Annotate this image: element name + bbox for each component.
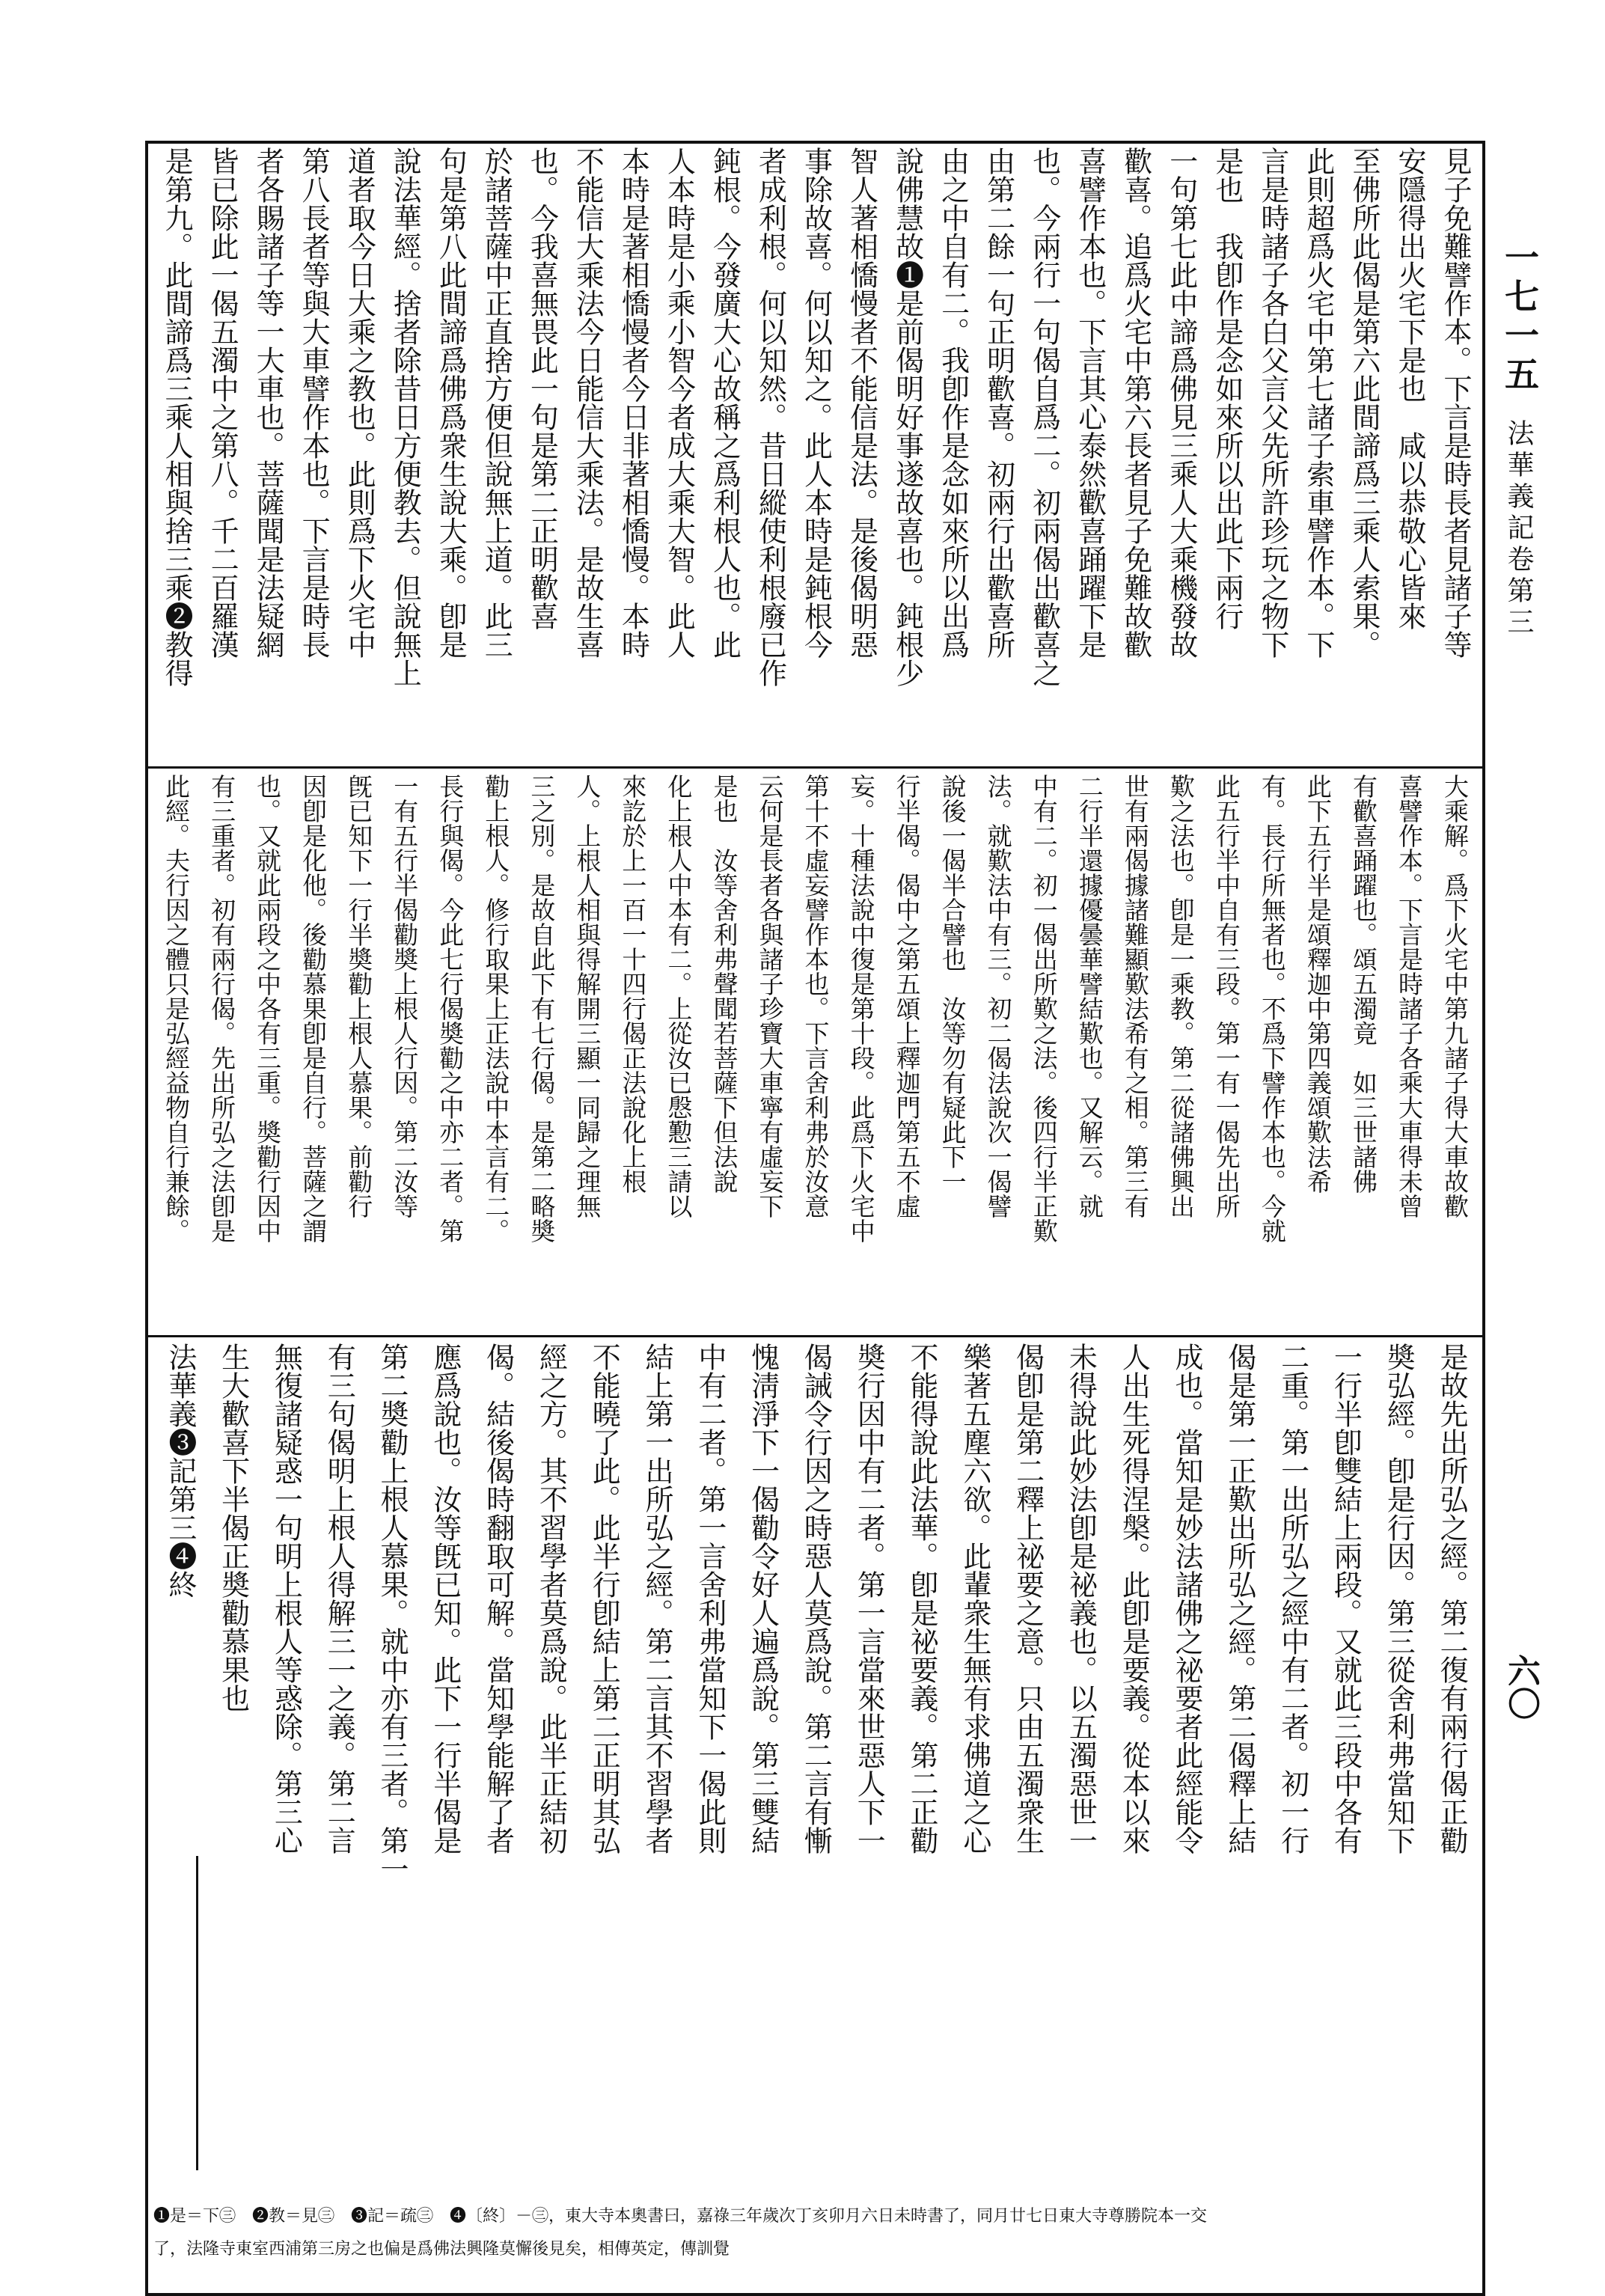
text-column: 喜譬作本。下言是時諸子各乘大車得未曾 (1394, 774, 1424, 1218)
page-number-right: 六〇 (1502, 1654, 1540, 1720)
text-column: 偈卽是第二釋上祕要之意。只由五濁衆生 (1011, 1343, 1045, 1854)
text-column: 中有二。初一偈出所歎之法。後四行半正歎 (1029, 774, 1059, 1243)
text-column: 是故先出所弘之經。第二復有兩行偈正勸 (1435, 1343, 1468, 1854)
text-column: 旣已知下一行半奬勸上根人慕果。前勸行 (344, 774, 374, 1218)
text-column: 第八長者等與大車譬作本也。下言是時長 (297, 147, 331, 659)
text-column: 世有兩偈據諸難顯歎法希有之相。第三有 (1120, 774, 1150, 1218)
text-column: 此五行半中自有三段。第一有一偈先出所 (1211, 774, 1241, 1218)
text-column: 結上第一出所弘之經。第二言其不習學者 (641, 1343, 673, 1854)
text-column: 二行半還據優曇華譬結歎也。又解云。就 (1074, 774, 1104, 1218)
text-column: 偈誡令行因之時惡人莫爲說。第二言有慚 (799, 1343, 833, 1854)
text-column: 不能信大乘法今日能信大乘法。是故生喜 (571, 147, 605, 659)
text-column: 一有五行半偈勸奬上根人行因。第二汝等 (390, 774, 420, 1218)
text-column: 本時是著相憍慢者今日非著相憍慢。本時 (617, 147, 650, 659)
text-column: 奬行因中有二者。第一言當來世惡人下一 (852, 1343, 886, 1854)
text-column: 由第二餘一句正明歡喜。初兩行出歡喜所 (982, 147, 1015, 659)
text-column: 樂著五塵六欲。此輩衆生無有求佛道之心 (958, 1343, 991, 1854)
text-column: 人。上根人相與得解開三顯一同歸之理無 (572, 774, 602, 1218)
frame-bottom (145, 2293, 1485, 2296)
text-column: 是也 我卽作是念如來所以出此下兩行 (1210, 147, 1244, 630)
text-column: 二重。第一出所弘之經中有二者。初一行 (1276, 1343, 1309, 1854)
text-column: 是也 汝等舍利弗聲聞若菩薩下但法說 (709, 774, 739, 1194)
text-column: 人出生死得涅槃。此卽是要義。從本以來 (1117, 1343, 1151, 1854)
text-column: 安隱得出火宅下是也 咸以恭敬心皆來 (1392, 147, 1426, 630)
text-block-middle (153, 774, 1478, 1331)
text-column: 是第九。此間諦爲三乘人相與捨三乘❷教得 (160, 147, 194, 687)
text-column: 妄。十種法說中復是第十段。此爲下火宅中 (846, 774, 876, 1243)
text-column: 此則超爲火宅中第七諸子索車譬作本。下 (1301, 147, 1335, 659)
block-divider-2 (148, 1335, 1482, 1337)
text-column: 未得說此妙法卽是祕義也。以五濁惡世一 (1064, 1343, 1098, 1854)
text-column: 此下五行半是頌釋迦中第四義頌歎法希 (1303, 774, 1333, 1194)
text-block-upper (153, 147, 1478, 762)
text-block-lower (153, 1343, 1478, 2188)
text-column: 來訖於上一百一十四行偈正法說化上根 (618, 774, 648, 1194)
text-column: 說後一偈半合譬也 汝等勿有疑此下一 (938, 774, 967, 1194)
page-number-left: 一七一五 (1499, 239, 1540, 395)
text-column: 成也。當知是妙法諸佛之祕要者此經能令 (1170, 1343, 1203, 1854)
text-column: 生大歡喜下半偈正奬勸慕果也 (216, 1343, 250, 1712)
text-column: 不能得說此法華。卽是祕要義。第二正勸 (905, 1343, 938, 1854)
text-column: 中有二者。第一言舍利弗當知下一偈此則 (693, 1343, 727, 1854)
text-column: 大乘解。爲下火宅中第九諸子得大車故歡 (1440, 774, 1470, 1218)
text-column: 化上根人中本有二。上從汝已慇懃三請以 (664, 774, 694, 1218)
text-column: 有。長行所無者也。不爲下譬作本也。今就 (1257, 774, 1287, 1243)
text-column: 由之中自有二。我卽作是念如來所以出爲 (936, 147, 970, 659)
text-column: 愧淸淨下一偈勸令好人遍爲說。第三雙結 (746, 1343, 780, 1854)
text-column: 說法華經。捨者除昔日方便教去。但說無上 (388, 147, 422, 687)
footnote-line: 了，法隆寺東室西浦第三房之也偏是爲佛法興隆莫懈後見矣，相傳英定，傳訓覺 (153, 2240, 730, 2259)
text-column: 一行半卽雙結上兩段。又就此三段中各有 (1329, 1343, 1363, 1854)
end-rule (196, 1856, 198, 2170)
text-column: 云何是長者各與諸子珍寶大車寧有虛妄下 (755, 774, 785, 1218)
text-column: 有三句偈明上根人得解三一之義。第二言 (322, 1343, 356, 1854)
text-column: 偈是第一正歎出所弘之經。第二偈釋上結 (1223, 1343, 1256, 1854)
text-column: 於諸菩薩中正直捨方便但說無上道。此三 (480, 147, 513, 659)
text-column: 者成利根。何以知然。昔日縱使利根廢已作 (753, 147, 787, 687)
text-column: 法。就歎法中有三。初二偈法說次一偈譬 (983, 774, 1013, 1218)
text-column: 因卽是化他。後勸慕果卽是自行。菩薩之謂 (299, 774, 328, 1243)
text-column: 歎之法也。卽是一乘教。第二從諸佛興出 (1166, 774, 1196, 1218)
text-column: 也。又就此兩段之中各有三重。奬勸行因中 (253, 774, 283, 1243)
text-column: 喜譬作本也。下言其心泰然歡喜踊躍下是 (1073, 147, 1107, 659)
text-column: 道者取今日大乘之教也。此則爲下火宅中 (343, 147, 376, 659)
text-column: 奬弘經。卽是行因。第三從舍利弗當知下 (1382, 1343, 1416, 1854)
text-column: 偈。結後偈時翻取可解。當知學能解了者 (481, 1343, 515, 1854)
text-column: 也。今我喜無畏此一句是第二正明歡喜 (525, 147, 559, 630)
running-title: 法華義記卷第三 (1503, 419, 1534, 639)
text-column: 鈍根。今發廣大心故稱之爲利根人也。此 (708, 147, 742, 659)
text-column: 見子免難譬作本。下言是時長者見諸子等 (1439, 147, 1472, 659)
text-column: 不能曉了此。此半行卽結上第二正明其弘 (587, 1343, 621, 1854)
text-column: 無復諸疑惑一句明上根人等惑除。第三心 (269, 1343, 303, 1854)
text-column: 法華義❸記第三❹終 (163, 1343, 197, 1599)
text-column: 行半偈。偈中之第五頌上釋迦門第五不虛 (892, 774, 922, 1218)
footnotes (153, 2200, 1478, 2266)
text-column: 者各賜諸子等一大車也。菩薩聞是法疑網 (251, 147, 285, 659)
text-column: 事除故喜。何以知之。此人本時是鈍根今 (799, 147, 833, 659)
text-column: 應爲說也。汝等旣已知。此下一行半偈是 (428, 1343, 462, 1854)
text-column: 長行與偈。今此七行偈奬勸之中亦二者。第 (435, 774, 465, 1243)
text-column: 皆已除此一偈五濁中之第八。千二百羅漢 (206, 147, 239, 659)
text-column: 勸上根人。修行取果上正法說中本言有二。 (481, 774, 511, 1243)
frame-left (145, 141, 148, 2296)
text-column: 至佛所此偈是第六此間諦爲三乘人索果。 (1347, 147, 1381, 659)
frame-right (1482, 141, 1485, 2296)
text-column: 三之別。是故自此下有七行偈。是第二略奬 (527, 774, 557, 1243)
block-divider-1 (148, 766, 1482, 769)
text-column: 一句第七此中諦爲佛見三乘人大乘機發故 (1164, 147, 1198, 659)
text-column: 此經。夫行因之體只是弘經益物自行兼餘。 (162, 774, 192, 1243)
frame-top (145, 141, 1485, 144)
text-column: 經之方。其不習學者莫爲說。此半正結初 (534, 1343, 568, 1854)
text-column: 言是時諸子各白父言父先所許珍玩之物下 (1256, 147, 1289, 659)
text-column: 人本時是小乘小智今者成大乘大智。此人 (662, 147, 696, 659)
text-column: 第二奬勸上根人慕果。就中亦有三者。第一 (376, 1343, 409, 1883)
text-column: 說佛慧故❶是前偈明好事遂故喜也。鈍根少 (890, 147, 924, 687)
text-column: 也。今兩行一句偈自爲二。初兩偈出歡喜之 (1027, 147, 1061, 687)
footnote-line: ❶是＝下㊂ ❷教＝見㊂ ❸記＝疏㊂ ❹〔終〕－㊂，東大寺本奧書曰，嘉祿三年歲次丁亥卯月六日未時書了，同月廿七日東大寺尊勝院本一交 (153, 2207, 1208, 2226)
text-column: 有三重者。初有兩行偈。先出所弘之法卽是 (207, 774, 237, 1243)
text-column: 句是第八此間諦爲佛爲衆生說大乘。卽是 (434, 147, 468, 659)
text-column: 歡喜。追爲火宅中第六長者見子免難故歡 (1119, 147, 1152, 659)
text-column: 智人著相憍慢者不能信是法。是後偈明惡 (845, 147, 878, 659)
text-column: 第十不虛妄譬作本也。下言舍利弗於汝意 (801, 774, 831, 1218)
text-column: 有歡喜踊躍也。頌五濁竟 如三世諸佛 (1348, 774, 1378, 1194)
